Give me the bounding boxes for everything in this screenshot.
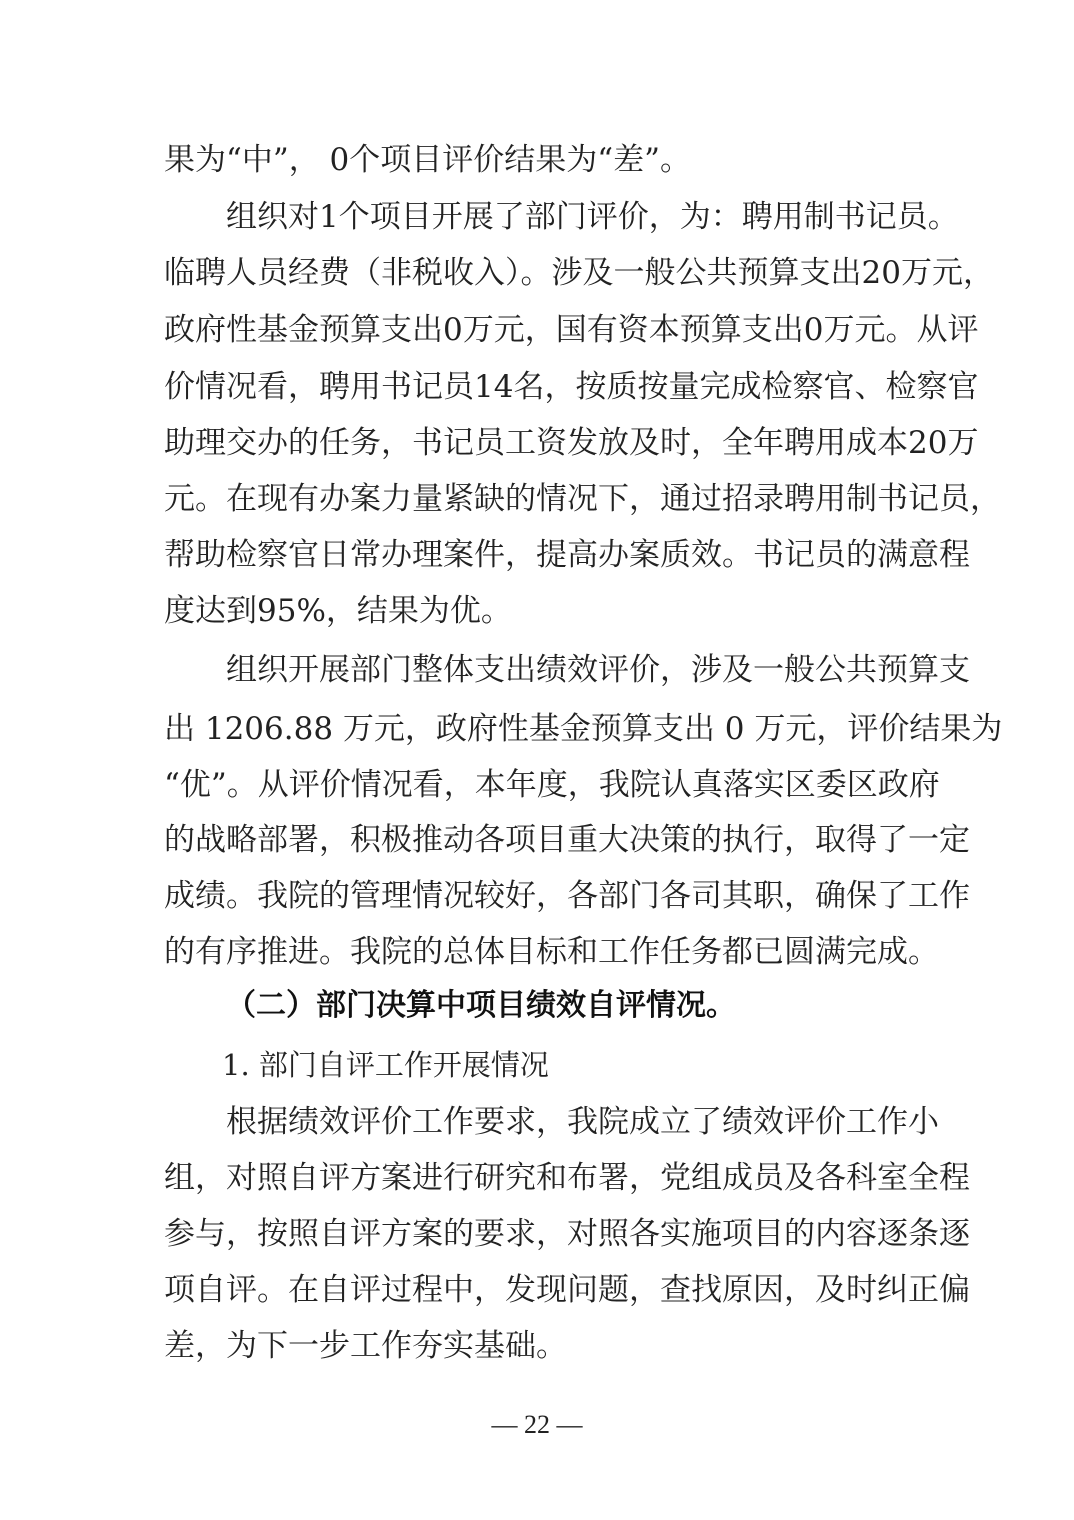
paragraph-line: 项自评。在自评过程中，发现问题，查找原因，及时纠正偏 xyxy=(164,1272,970,1308)
subsection-heading: 1. 部门自评工作开展情况 xyxy=(222,1048,549,1082)
paragraph-line: 组织开展部门整体支出绩效评价，涉及一般公共预算支 xyxy=(226,652,970,688)
paragraph-line: 助理交办的任务，书记员工资发放及时，全年聘用成本20万 xyxy=(164,425,979,461)
page-number: — 22 — xyxy=(491,1410,583,1439)
paragraph-line: 政府性基金预算支出0万元，国有资本预算支出0万元。从评 xyxy=(164,312,979,348)
paragraph-line: 帮助检察官日常办理案件，提高办案质效。书记员的满意程 xyxy=(164,537,970,573)
paragraph-line: 果为“中”， 0个项目评价结果为“差”。 xyxy=(164,142,691,178)
section-heading: （二）部门决算中项目绩效自评情况。 xyxy=(226,988,736,1023)
paragraph-line: 临聘人员经费（非税收入）。涉及一般公共预算支出20万元， xyxy=(164,255,994,291)
paragraph-line: 的有序推进。我院的总体目标和工作任务都已圆满完成。 xyxy=(164,934,939,970)
paragraph-line: 差，为下一步工作夯实基础。 xyxy=(164,1328,567,1364)
paragraph-line: 参与，按照自评方案的要求，对照各实施项目的内容逐条逐 xyxy=(164,1216,970,1252)
paragraph-line: 组织对1个项目开展了部门评价，为：聘用制书记员。 xyxy=(226,199,959,235)
paragraph-line: 的战略部署，积极推动各项目重大决策的执行，取得了一定 xyxy=(164,822,970,858)
paragraph-line: 出 1206.88 万元，政府性基金预算支出 0 万元，评价结果为 xyxy=(164,711,1003,747)
paragraph-line: 根据绩效评价工作要求，我院成立了绩效评价工作小 xyxy=(226,1104,939,1140)
paragraph-line: 成绩。我院的管理情况较好，各部门各司其职，确保了工作 xyxy=(164,878,970,914)
paragraph-line: 组，对照自评方案进行研究和布署，党组成员及各科室全程 xyxy=(164,1160,970,1196)
paragraph-line: 价情况看，聘用书记员14名，按质按量完成检察官、检察官 xyxy=(164,369,979,405)
paragraph-line: 度达到95%，结果为优。 xyxy=(164,593,512,629)
paragraph-line: “优”。从评价情况看，本年度，我院认真落实区委区政府 xyxy=(164,767,940,803)
paragraph-line: 元。在现有办案力量紧缺的情况下，通过招录聘用制书记员， xyxy=(164,481,1001,517)
